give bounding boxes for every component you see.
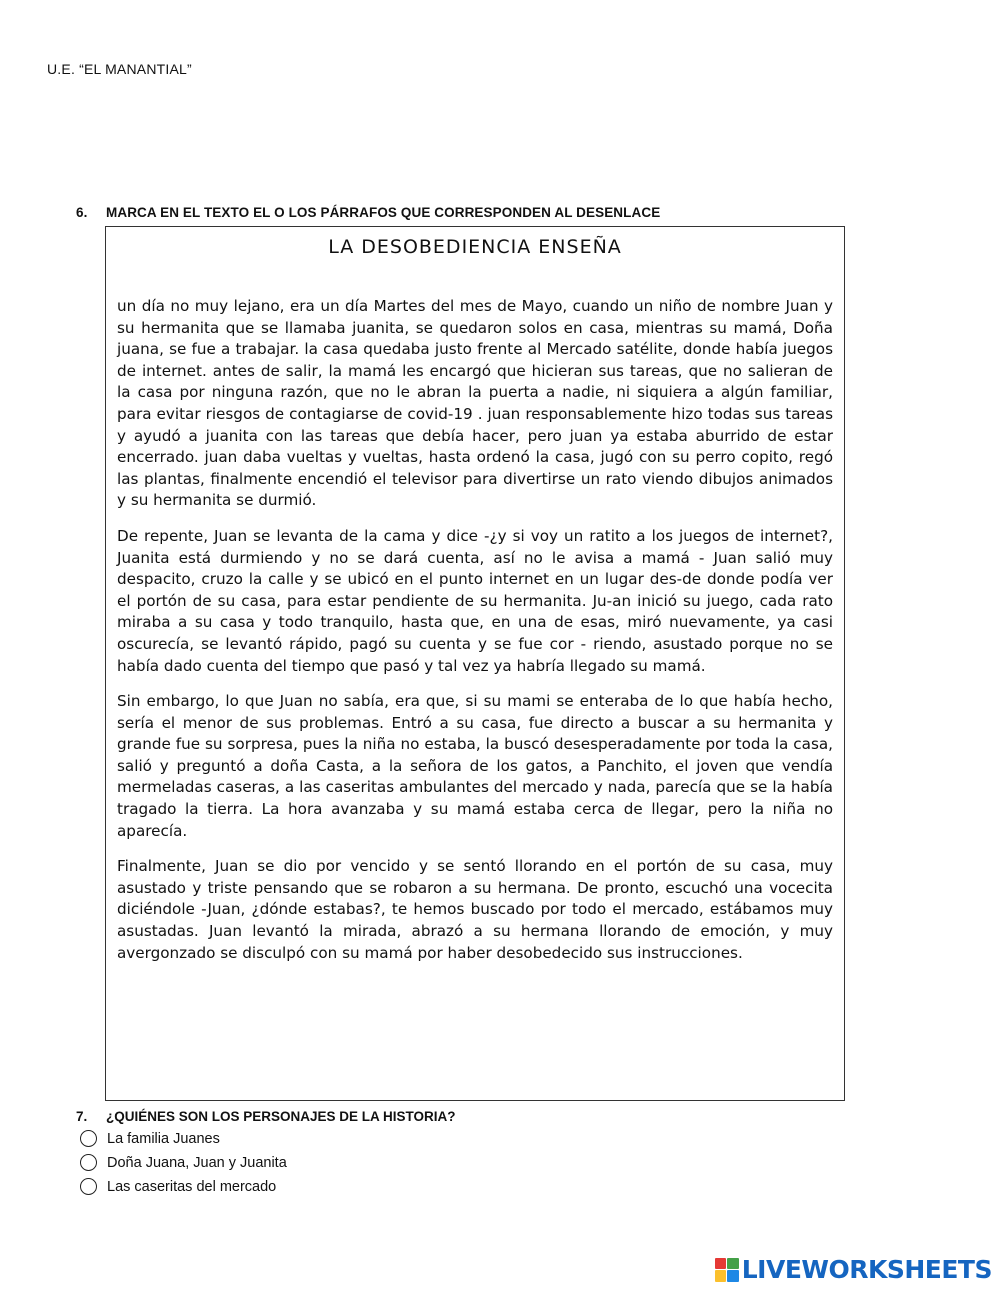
answer-option-label: La familia Juanes xyxy=(107,1130,220,1147)
question-6-text: MARCA EN EL TEXTO EL O LOS PÁRRAFOS QUE CORRESPONDEN AL DESENLACE xyxy=(106,205,661,220)
answer-option-label: Las caseritas del mercado xyxy=(107,1178,277,1195)
answer-option-1[interactable] xyxy=(80,1130,220,1147)
logo-square-yellow xyxy=(715,1270,727,1282)
liveworksheets-brand xyxy=(715,1255,992,1284)
story-title: LA DESOBEDIENCIA ENSEÑA xyxy=(328,236,622,258)
brand-name: LIVEWORKSHEETS xyxy=(741,1255,992,1284)
logo-square-red xyxy=(715,1258,727,1270)
story-paragraph-2[interactable]: De repente, Juan se levanta de la cama y dice -¿y si voy un ratito a los juegos de internet?, Juanita está durmiendo y no se dará cuenta, así no le avisa a mamá - Juan salió muy despacito, cruzo la calle y se ubicó en el punto internet en un lugar des-de donde podía ver el portón de su casa, para estar pendiente de su hermanita. Ju-an inició su juego, cada rato miraba a su casa y todo tranquilo, hasta que, en una de esas, miró nuevamente, ya casi oscurecía, se levantó rápido, pagó su cuenta y se fue cor - riendo, asustado porque no se había dado cuenta del tiempo que pasó y tal vez ya habría llegado su mamá. xyxy=(117,526,833,675)
answer-option-2[interactable] xyxy=(80,1154,287,1171)
answer-option-label: Doña Juana, Juan y Juanita xyxy=(107,1154,287,1171)
story-paragraph-3[interactable]: Sin embargo, lo que Juan no sabía, era que, si su mami se enteraba de lo que había hecho, sería el menor de sus problemas. Entró a su casa, fue directo a buscar a su hermanita y grande fue su sorpresa, pues la niña no estaba, la buscó desesperadamente por toda la casa, salió y preguntó a doña Casta, a la señora de los gatos, a Panchito, el joven que vendía mermeladas caseras, a las caseritas ambulantes del mercado y nada, parecía que se la había tragado la tierra. La hora avanzaba y su mamá estaba cerca de llegar, pero la niña no aparecía. xyxy=(117,692,833,840)
radio-button[interactable] xyxy=(80,1154,97,1171)
story-body xyxy=(117,296,833,978)
logo-square-blue xyxy=(727,1270,739,1282)
radio-button[interactable] xyxy=(80,1130,97,1147)
question-7-heading xyxy=(76,1109,456,1124)
answer-option-3[interactable] xyxy=(80,1178,276,1195)
question-7-text: ¿QUIÉNES SON LOS PERSONAJES DE LA HISTORIA? xyxy=(106,1109,456,1124)
school-name: U.E. “EL MANANTIAL” xyxy=(47,61,192,77)
question-6-heading xyxy=(76,205,660,220)
story-box xyxy=(105,226,845,1101)
question-7-number: 7. xyxy=(76,1109,88,1124)
radio-button[interactable] xyxy=(80,1178,97,1195)
logo-square-green xyxy=(727,1258,739,1270)
story-paragraph-1[interactable]: un día no muy lejano, era un día Martes del mes de Mayo, cuando un niño de nombre Juan y su hermanita que se llamaba juanita, se quedaron solos en casa, mientras su mamá, Doña juana, se fue a trabajar. la casa quedaba justo frente al Mercado satélite, donde había juegos de internet. antes de salir, la mamá les encargó que hicieran sus tareas, que no salieran de la casa por ninguna razón, que no le abran la puerta a nadie, ni siquiera a algún familiar, para evitar riesgos de contagiarse de covid-19 . juan responsablemente hizo todas sus tareas y ayudó a juanita con las tareas que debía hacer, pero juan ya estaba aburrido de estar encerrado. juan daba vueltas y vueltas, hasta ordenó la casa, jugó con su perro copito, regó las plantas, finalmente encendió el televisor para divertirse un rato viendo dibujos animados y su hermanita se durmió. xyxy=(117,297,833,510)
question-6-number: 6. xyxy=(76,205,88,220)
liveworksheets-logo-icon xyxy=(715,1258,739,1282)
story-paragraph-4[interactable]: Finalmente, Juan se dio por vencido y se sentó llorando en el portón de su casa, muy asustado y triste pensando que se robaron a su hermana. De pronto, escuchó una vocecita diciéndole -Juan, ¿dónde estabas?, te hemos buscado por todo el mercado, estábamos muy asustadas. Juan levantó la mirada, abrazó a su hermana llorando de emoción, y muy avergonzado se disculpó con su mamá por haber desobedecido sus instrucciones. xyxy=(117,857,833,962)
